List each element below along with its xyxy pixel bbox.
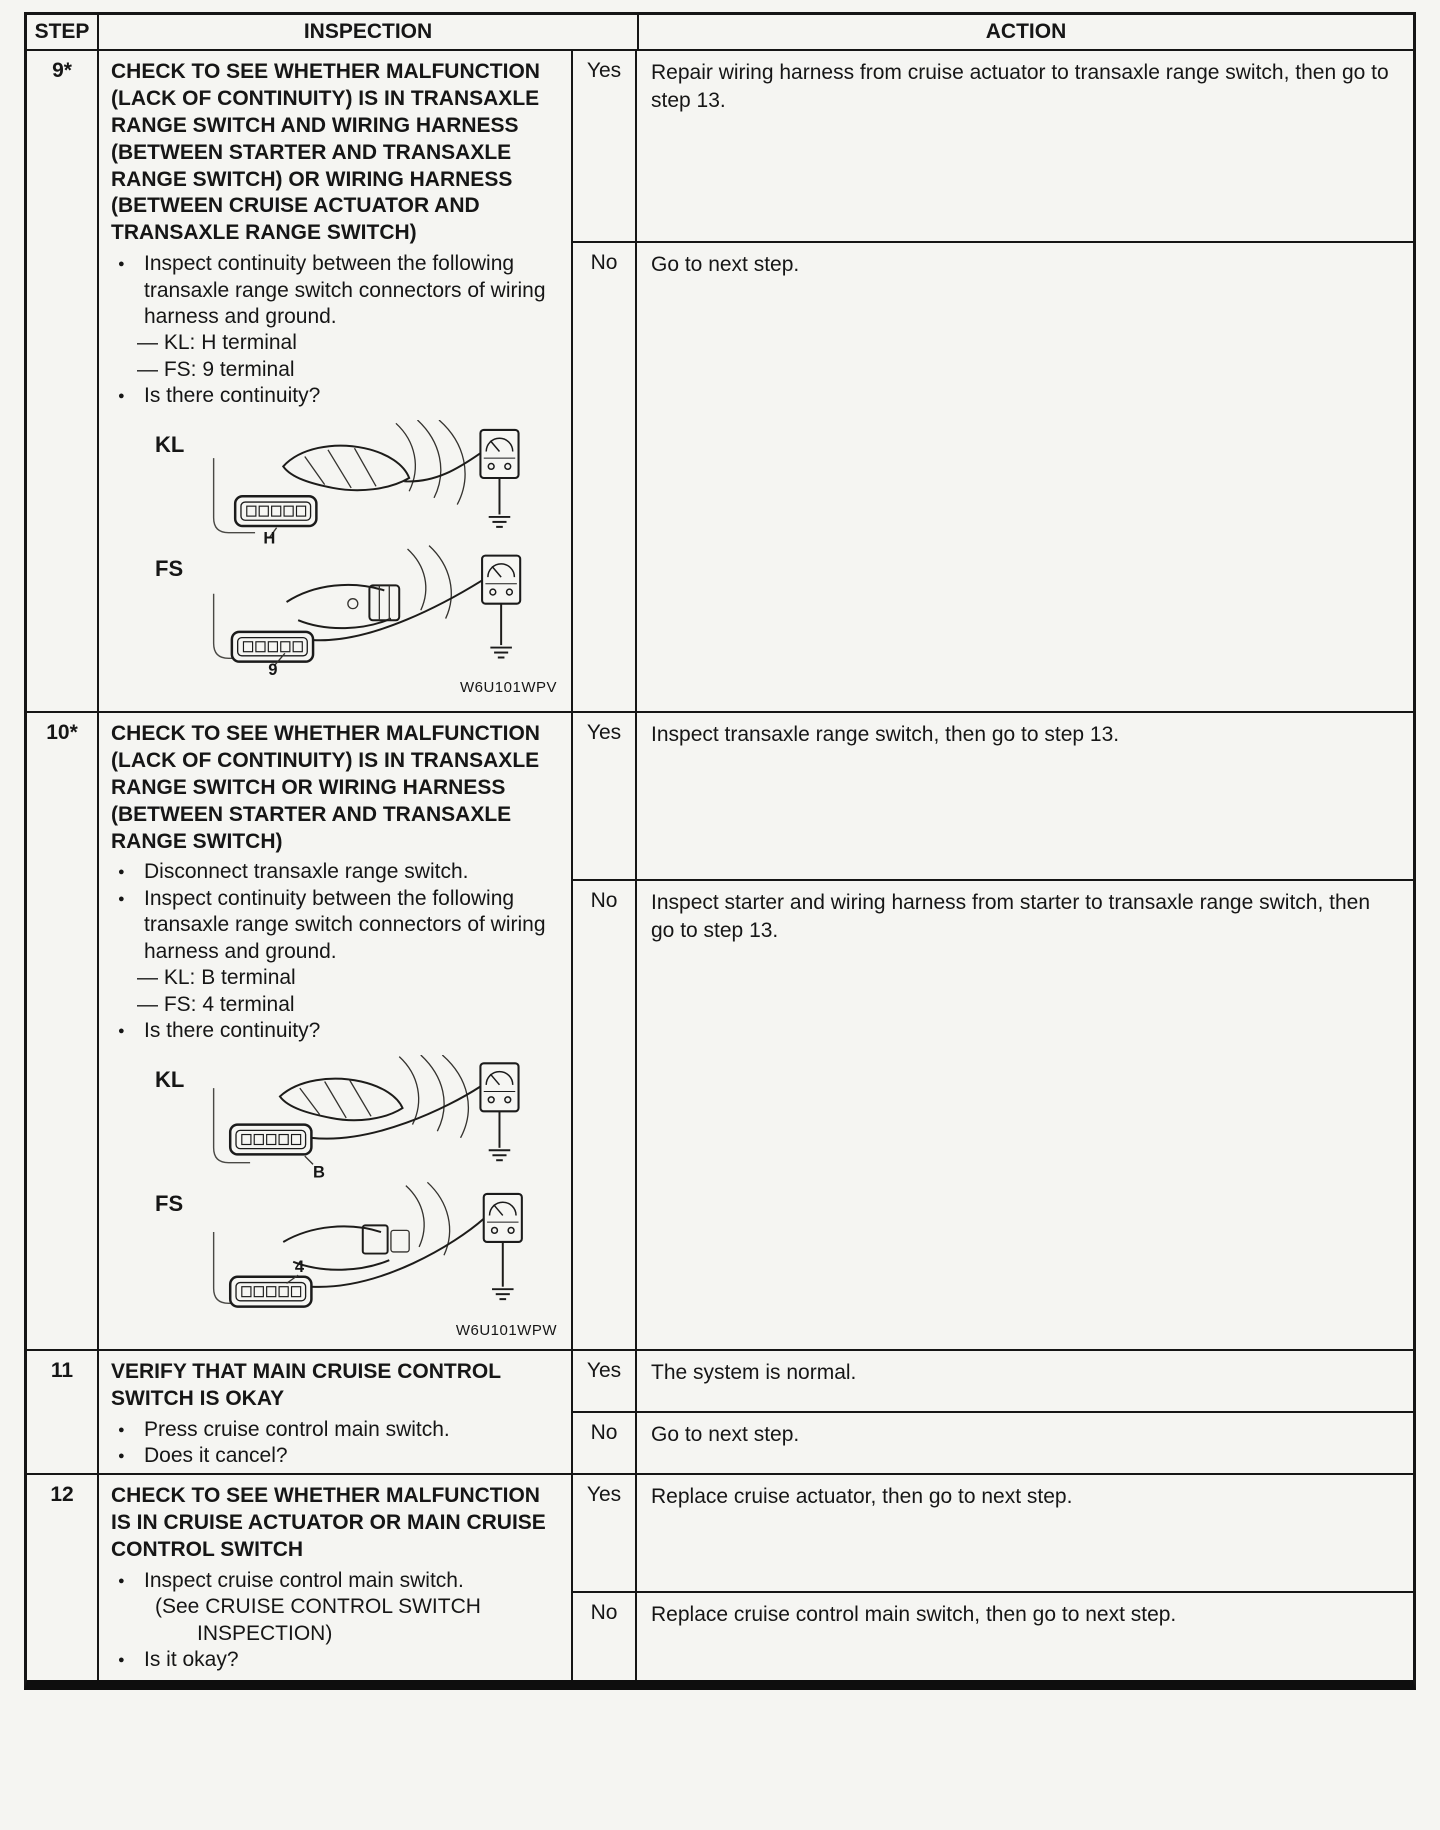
subfigure-fs bbox=[111, 544, 559, 677]
terminal-label: 9 bbox=[268, 660, 278, 677]
bullet-line bbox=[111, 859, 559, 885]
multimeter-icon bbox=[484, 1194, 522, 1242]
line-text: ● Is it okay? bbox=[144, 1647, 239, 1671]
bullet-line bbox=[111, 1443, 559, 1469]
step-cell: 12 bbox=[27, 1475, 99, 1680]
multimeter-icon bbox=[480, 430, 518, 478]
line-text: ● Is there continuity? bbox=[144, 384, 321, 408]
line-text: ● Inspect continuity between the following transaxle range switch connectors of wiring harness and ground. bbox=[144, 252, 546, 329]
no-branch bbox=[573, 1413, 1413, 1473]
yes-branch bbox=[573, 1351, 1413, 1413]
yes-cell: Yes bbox=[573, 1475, 637, 1591]
no-cell: No bbox=[573, 1413, 637, 1473]
inspection-title: CHECK TO SEE WHETHER MALFUNCTION (LACK OF CONTINUITY) IS IN TRANSAXLE RANGE SWITCH OR WIRING HARNESS (BETWEEN STARTER AND TRANSAXLE RANGE SWITCH) bbox=[111, 722, 540, 853]
yes-branch bbox=[573, 713, 1413, 881]
line-text: — KL: H terminal bbox=[137, 331, 297, 355]
engine-bay-art bbox=[283, 420, 465, 505]
test-lead bbox=[313, 581, 482, 641]
line-text: ● Disconnect transaxle range switch. bbox=[144, 860, 469, 884]
line-text: (See CRUISE CONTROL SWITCH bbox=[155, 1595, 481, 1619]
bullet-line bbox=[111, 1018, 559, 1044]
inspection-title: VERIFY THAT MAIN CRUISE CONTROL SWITCH IS OKAY bbox=[111, 1360, 501, 1410]
line-text: ● Press cruise control main switch. bbox=[144, 1417, 450, 1441]
connector-icon bbox=[230, 1124, 311, 1154]
connector-icon bbox=[235, 496, 316, 526]
dash-line bbox=[111, 357, 559, 383]
figure-code: W6U101WPW bbox=[455, 1321, 557, 1339]
terminal-label: 4 bbox=[294, 1256, 305, 1276]
terminal-label: B bbox=[313, 1162, 326, 1179]
line-text: INSPECTION) bbox=[197, 1621, 333, 1645]
continuation-line bbox=[111, 1594, 559, 1620]
inspection-cell bbox=[99, 713, 573, 1349]
step-cell: 9* bbox=[27, 51, 99, 711]
branches bbox=[573, 1475, 1413, 1680]
action-cell: Replace cruise control main switch, then go to next step. bbox=[651, 1603, 1177, 1626]
continuation-line bbox=[111, 1621, 559, 1647]
figure-label-fs: FS bbox=[155, 556, 184, 582]
step-cell: 11 bbox=[27, 1351, 99, 1473]
bullet-line bbox=[111, 1417, 559, 1443]
branches bbox=[573, 51, 1413, 711]
connector-icon bbox=[230, 1277, 311, 1307]
step-cell: 10* bbox=[27, 713, 99, 1349]
bullet-line bbox=[111, 1647, 559, 1673]
line-text: ● Is there continuity? bbox=[144, 1019, 321, 1043]
ground-icon bbox=[489, 1150, 511, 1160]
subfigure-kl bbox=[111, 420, 559, 544]
ground-icon bbox=[490, 648, 512, 658]
ground-icon bbox=[489, 517, 511, 527]
line-text: ● Does it cancel? bbox=[144, 1444, 288, 1468]
inspection-cell bbox=[99, 1351, 573, 1473]
table-header bbox=[27, 15, 1413, 51]
subfigure-kl bbox=[111, 1055, 559, 1179]
wiring-diagram-fs bbox=[207, 544, 555, 677]
no-cell: No bbox=[573, 243, 637, 711]
wiring-diagram-fs bbox=[207, 1179, 555, 1320]
inspection-cell bbox=[99, 51, 573, 711]
inspection-lines bbox=[111, 859, 559, 1044]
terminal-label: H bbox=[263, 528, 276, 545]
action-cell: Inspect starter and wiring harness from starter to transaxle range switch, then go to step 13. bbox=[651, 891, 1370, 942]
ground-icon bbox=[492, 1289, 514, 1299]
inspection-lines bbox=[111, 1417, 559, 1470]
branches bbox=[573, 1351, 1413, 1473]
bullet-line bbox=[111, 1568, 559, 1594]
no-cell: No bbox=[573, 1593, 637, 1680]
subfigure-fs bbox=[111, 1179, 559, 1320]
line-text: — FS: 9 terminal bbox=[137, 357, 295, 381]
dash-line bbox=[111, 330, 559, 356]
header-step: STEP bbox=[27, 15, 99, 49]
figure bbox=[111, 1055, 559, 1339]
inspection-title: CHECK TO SEE WHETHER MALFUNCTION IS IN CRUISE ACTUATOR OR MAIN CRUISE CONTROL SWITCH bbox=[111, 1484, 546, 1561]
figure bbox=[111, 420, 559, 696]
action-cell: Inspect transaxle range switch, then go to step 13. bbox=[651, 723, 1120, 746]
yes-branch bbox=[573, 51, 1413, 243]
table-row-step-11 bbox=[27, 1351, 1413, 1475]
no-branch bbox=[573, 243, 1413, 711]
table-row-step-9 bbox=[27, 51, 1413, 713]
action-cell: Go to next step. bbox=[651, 1423, 800, 1446]
yes-cell: Yes bbox=[573, 713, 637, 879]
action-cell: Repair wiring harness from cruise actuator to transaxle range switch, then go to step 13. bbox=[651, 61, 1389, 112]
header-action: ACTION bbox=[985, 20, 1067, 43]
line-text: — FS: 4 terminal bbox=[137, 992, 295, 1016]
bullet-line bbox=[111, 886, 559, 965]
header-inspection: INSPECTION bbox=[99, 15, 639, 49]
inspection-cell bbox=[99, 1475, 573, 1680]
wiring-diagram-kl bbox=[207, 420, 555, 544]
inspection-lines bbox=[111, 251, 559, 410]
troubleshooting-table bbox=[24, 12, 1416, 1690]
figure-label-kl: KL bbox=[155, 431, 185, 457]
bullet-line bbox=[111, 383, 559, 409]
figure-label-fs: FS bbox=[155, 1190, 184, 1216]
bullet-line bbox=[111, 251, 559, 330]
table-row-step-12 bbox=[27, 1475, 1413, 1680]
line-text: ● Inspect continuity between the following transaxle range switch connectors of wiring harness and ground. bbox=[144, 886, 546, 963]
inspection-lines bbox=[111, 1568, 559, 1674]
yes-cell: Yes bbox=[573, 51, 637, 241]
connector-icon bbox=[232, 632, 313, 662]
line-text: — KL: B terminal bbox=[137, 966, 296, 990]
wiring-diagram-kl bbox=[207, 1055, 555, 1179]
multimeter-icon bbox=[482, 556, 520, 604]
action-cell: Go to next step. bbox=[651, 253, 800, 276]
no-branch bbox=[573, 881, 1413, 1349]
action-cell: Replace cruise actuator, then go to next step. bbox=[651, 1485, 1073, 1508]
test-lead bbox=[311, 1219, 483, 1287]
dash-line bbox=[111, 965, 559, 991]
action-cell: The system is normal. bbox=[651, 1361, 857, 1384]
yes-branch bbox=[573, 1475, 1413, 1593]
branches bbox=[573, 713, 1413, 1349]
engine-bay-art bbox=[287, 546, 452, 628]
figure-code: W6U101WPV bbox=[459, 678, 557, 696]
table-row-step-10 bbox=[27, 713, 1413, 1351]
figure-label-kl: KL bbox=[155, 1066, 185, 1092]
no-branch bbox=[573, 1593, 1413, 1680]
yes-cell: Yes bbox=[573, 1351, 637, 1411]
multimeter-icon bbox=[480, 1063, 518, 1111]
no-cell: No bbox=[573, 881, 637, 1349]
dash-line bbox=[111, 992, 559, 1018]
inspection-title: CHECK TO SEE WHETHER MALFUNCTION (LACK OF CONTINUITY) IS IN TRANSAXLE RANGE SWITCH AND WIRING HARNESS (BETWEEN STARTER AND TRANSAXLE RANGE SWITCH) OR WIRING HARNESS (BETWEEN CRUISE ACTUATOR AND TRANSAXLE RANGE SWITCH) bbox=[111, 60, 540, 245]
line-text: ● Inspect cruise control main switch. bbox=[144, 1568, 464, 1592]
